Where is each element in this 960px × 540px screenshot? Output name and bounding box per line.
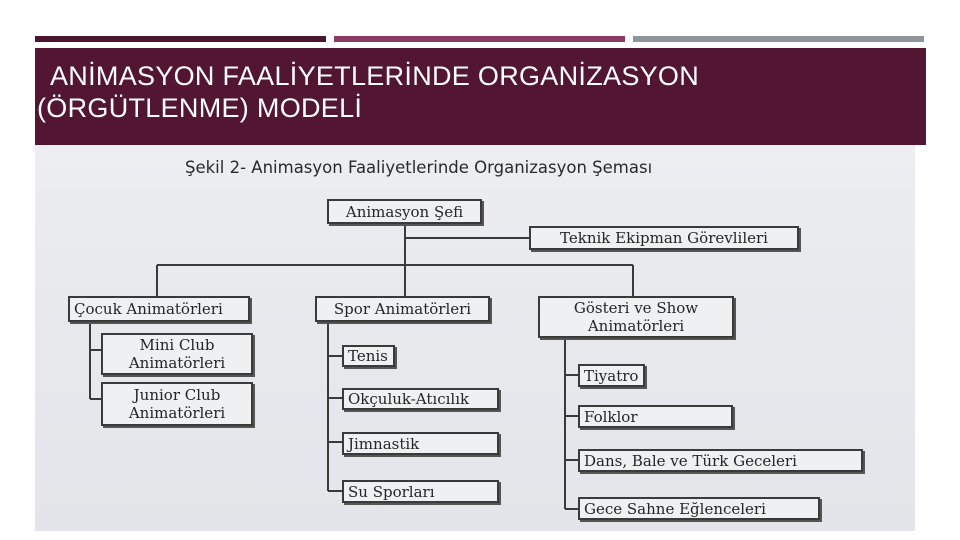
node-junior-club-line-1: Junior Club bbox=[133, 386, 221, 404]
title-bar bbox=[35, 48, 926, 145]
accent-bar-1 bbox=[35, 36, 326, 42]
node-junior-club bbox=[101, 382, 253, 426]
node-gymnastics: Jimnastik bbox=[342, 432, 499, 455]
node-show-animators-line-2: Animatörleri bbox=[587, 317, 685, 335]
node-show-animators-line-1: Gösteri ve Show bbox=[573, 299, 699, 317]
slide-title-line-2: (ÖRGÜTLENME) MODELİ bbox=[37, 93, 363, 123]
node-theatre: Tiyatro bbox=[578, 364, 645, 387]
node-archery: Okçuluk-Atıcılık bbox=[342, 388, 499, 410]
node-folklore: Folklor bbox=[578, 405, 733, 428]
accent-bar-2 bbox=[334, 36, 625, 42]
slide-title bbox=[37, 60, 917, 124]
node-sports-animators: Spor Animatörleri bbox=[315, 296, 490, 322]
node-dance-ballet: Dans, Bale ve Türk Geceleri bbox=[578, 449, 863, 472]
node-junior-club-line-2: Animatörleri bbox=[128, 404, 226, 422]
node-show-animators bbox=[538, 296, 734, 338]
node-mini-club bbox=[101, 333, 253, 375]
node-children-animators: Çocuk Animatörleri bbox=[68, 296, 250, 322]
org-chart-image bbox=[35, 145, 915, 531]
accent-bar-3 bbox=[633, 36, 924, 42]
node-water-sports: Su Sporları bbox=[342, 480, 499, 503]
slide-title-line-1: ANİMASYON FAALİYETLERİNDE ORGANİZASYON bbox=[50, 61, 700, 91]
node-tennis: Tenis bbox=[342, 345, 395, 367]
node-mini-club-line-1: Mini Club bbox=[139, 336, 215, 354]
node-night-stage: Gece Sahne Eğlenceleri bbox=[578, 497, 820, 520]
figure-caption: Şekil 2- Animasyon Faaliyetlerinde Organizasyon Şeması bbox=[185, 158, 653, 177]
node-chief: Animasyon Şefi bbox=[327, 199, 482, 224]
node-mini-club-line-2: Animatörleri bbox=[128, 354, 226, 372]
node-technical-staff: Teknik Ekipman Görevlileri bbox=[529, 226, 799, 250]
